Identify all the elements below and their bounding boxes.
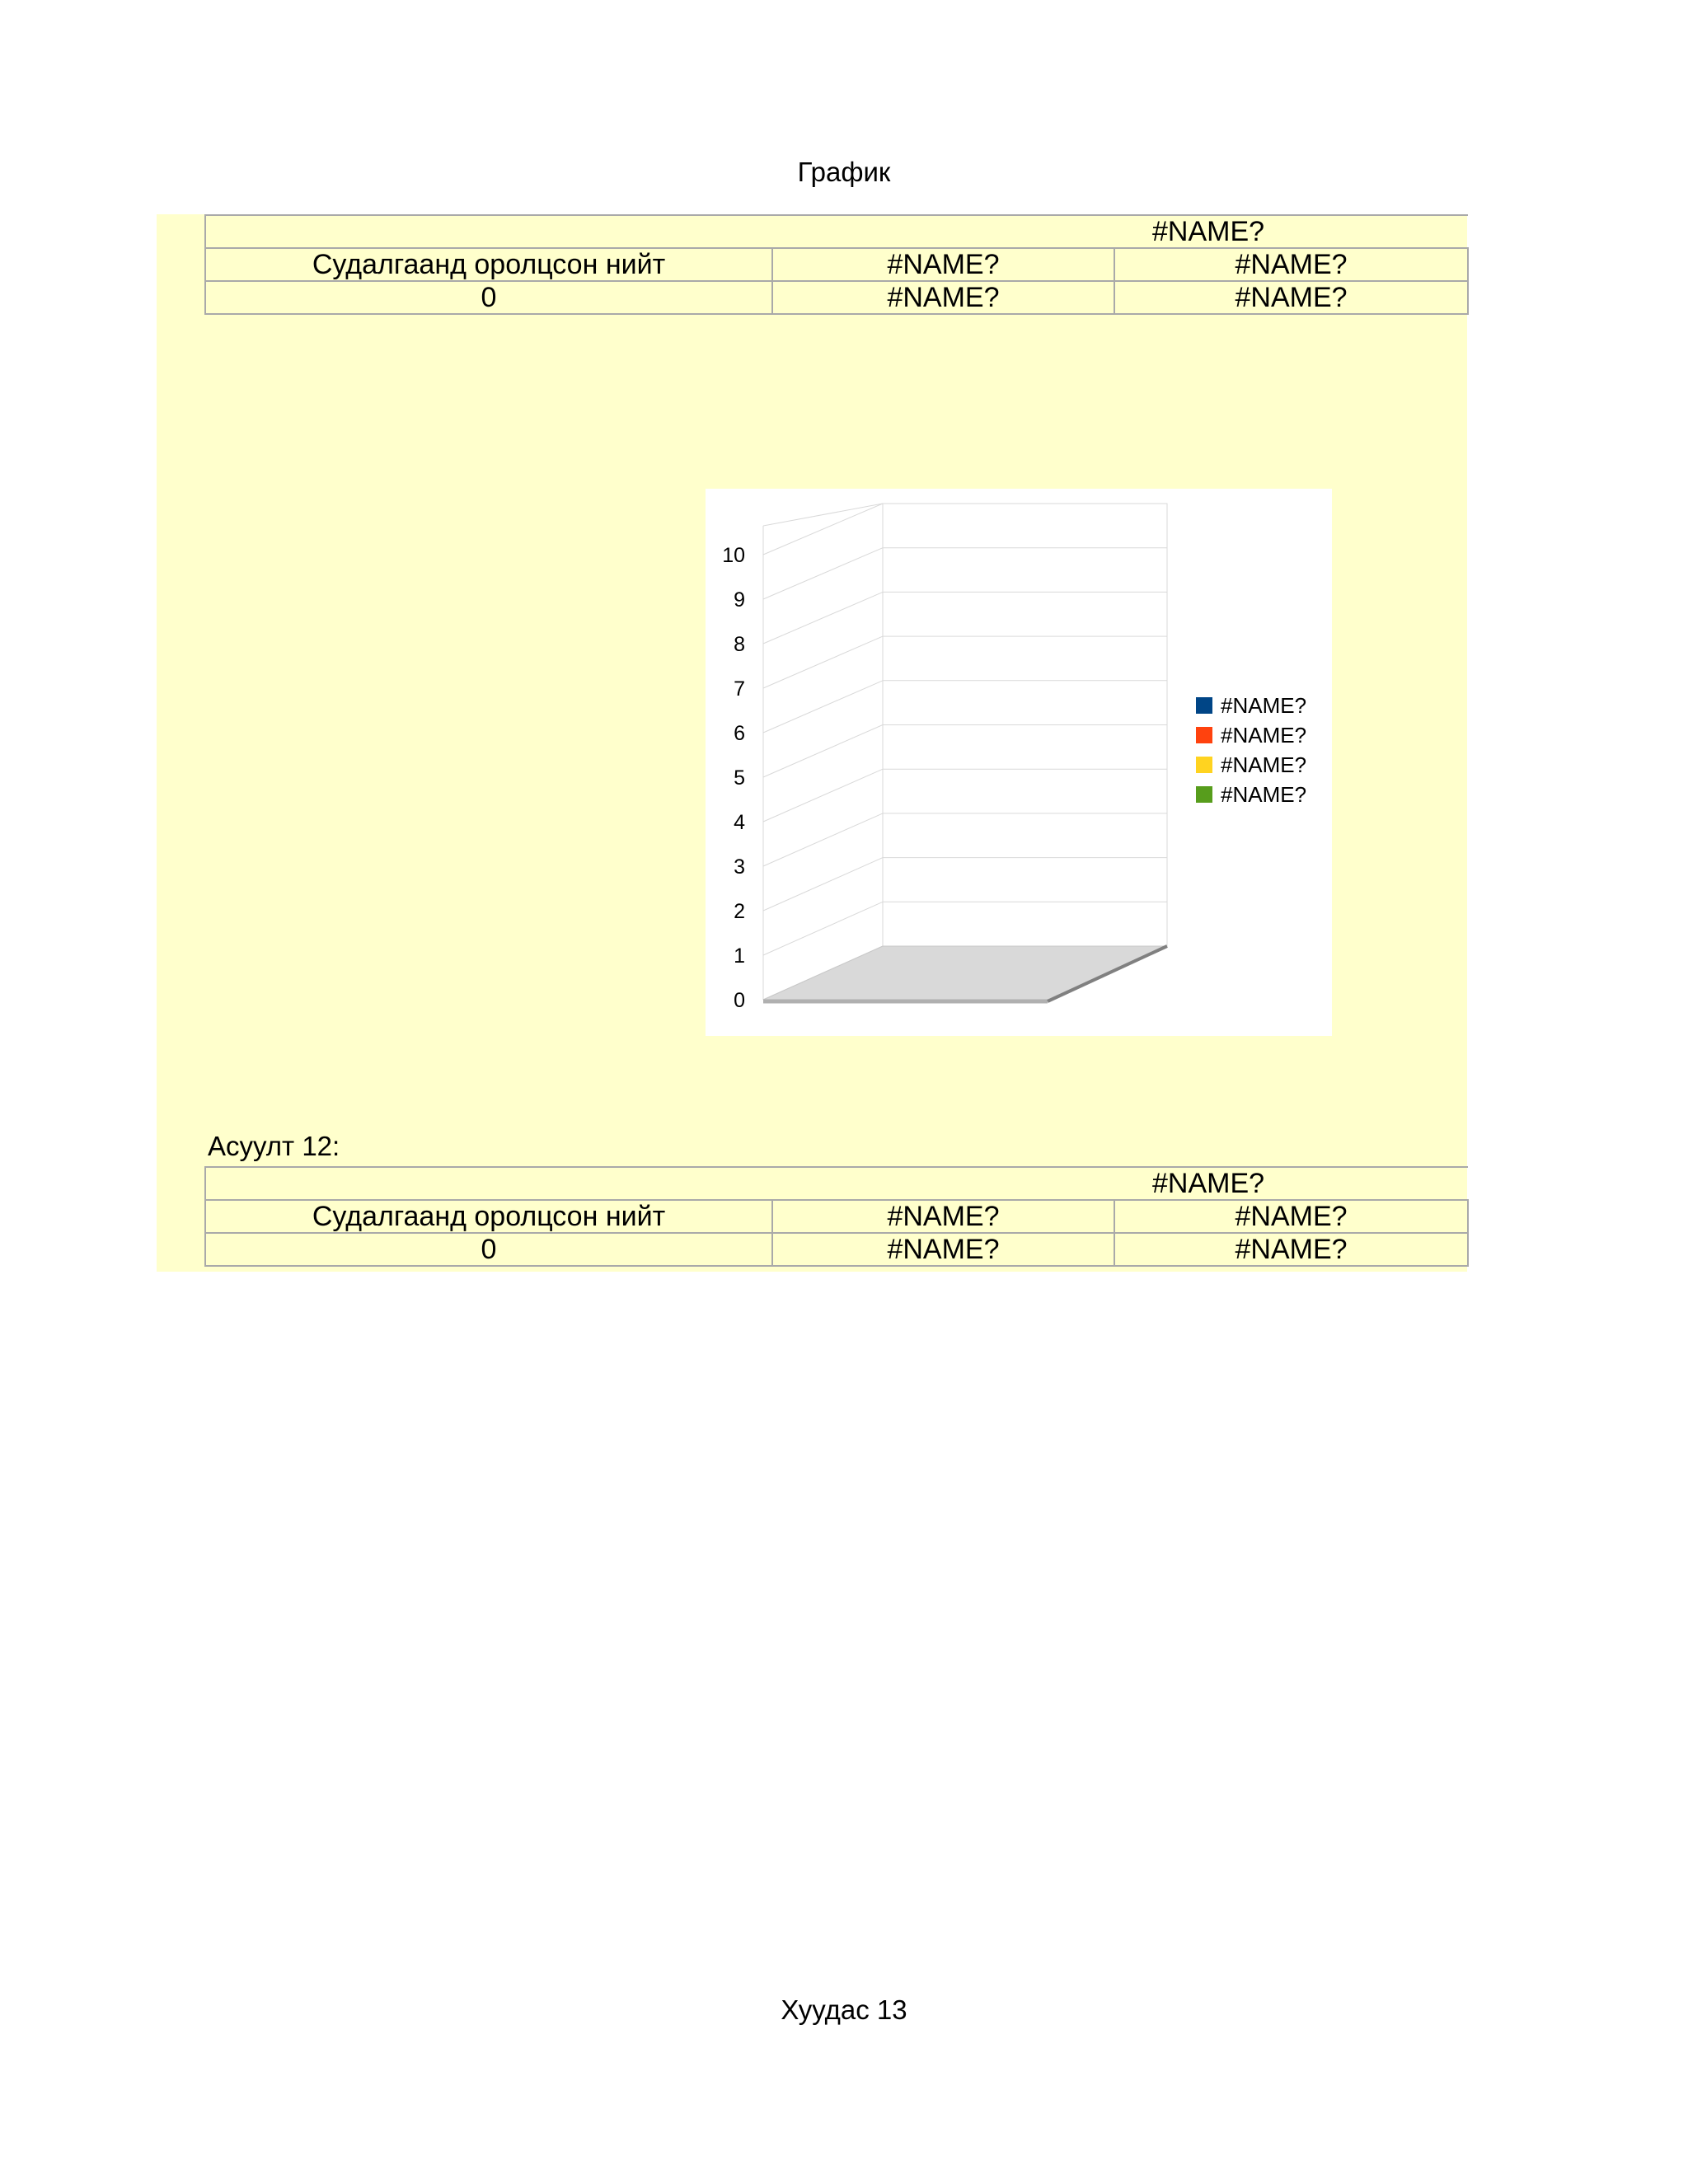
table-cell[interactable]: #NAME? <box>1114 281 1468 314</box>
chart-gridline-side <box>763 592 883 644</box>
y-tick-label: 10 <box>722 544 745 567</box>
results-table-2 <box>204 1166 1469 1267</box>
legend-swatch <box>1196 786 1212 803</box>
results-table-1 <box>204 214 1469 315</box>
table-cell[interactable]: #NAME? <box>1114 1200 1468 1233</box>
legend-label: #NAME? <box>1221 752 1307 777</box>
chart-gridline-side <box>763 636 883 688</box>
page-footer: Хуудас 13 <box>781 1994 907 2025</box>
y-tick-label: 6 <box>734 722 745 745</box>
bar-chart <box>706 489 1332 1036</box>
y-tick-label: 5 <box>734 766 745 790</box>
legend-label: #NAME? <box>1221 722 1307 748</box>
table-cell[interactable]: Судалгаанд оролцсон нийт <box>205 248 772 281</box>
legend-item <box>1196 750 1306 780</box>
y-tick-label: 4 <box>734 811 745 834</box>
chart-gridline-side <box>763 902 883 955</box>
table-cell[interactable]: #NAME? <box>1114 248 1468 281</box>
legend-item <box>1196 780 1306 809</box>
chart-gridline-side <box>763 681 883 733</box>
y-tick-label: 7 <box>734 677 745 701</box>
y-tick-label: 1 <box>734 944 745 968</box>
legend-swatch <box>1196 697 1212 714</box>
table-cell[interactable]: #NAME? <box>772 1233 1114 1266</box>
y-tick-label: 2 <box>734 900 745 923</box>
legend-label: #NAME? <box>1221 781 1307 807</box>
legend-swatch <box>1196 727 1212 743</box>
table-cell[interactable]: Судалгаанд оролцсон нийт <box>205 1200 772 1233</box>
chart-gridline-side <box>763 548 883 599</box>
y-tick-label: 0 <box>734 989 745 1012</box>
chart-side-wall-edge <box>763 504 883 526</box>
chart-gridline-side <box>763 813 883 866</box>
table-cell[interactable]: #NAME? <box>772 281 1114 314</box>
table-cell[interactable]: 0 <box>205 281 772 314</box>
legend-item <box>1196 720 1306 750</box>
table-cell[interactable]: #NAME? <box>1114 1233 1468 1266</box>
y-tick-label: 9 <box>734 588 745 612</box>
table-cell[interactable]: #NAME? <box>772 1200 1114 1233</box>
table-cell[interactable]: #NAME? <box>772 248 1114 281</box>
page-title: График <box>797 157 891 187</box>
legend-label: #NAME? <box>1221 692 1307 718</box>
question-label: Асуулт 12: <box>208 1131 340 1161</box>
y-tick-label: 8 <box>734 633 745 656</box>
legend-item <box>1196 691 1306 720</box>
table-header-cell[interactable]: #NAME? <box>205 1167 1468 1200</box>
table-cell[interactable]: 0 <box>205 1233 772 1266</box>
chart-gridline-side <box>763 858 883 911</box>
legend-swatch <box>1196 757 1212 773</box>
y-tick-label: 3 <box>734 855 745 879</box>
chart-legend <box>1196 691 1306 809</box>
chart-gridline-side <box>763 725 883 778</box>
chart-gridline-side <box>763 769 883 822</box>
table-header-cell[interactable]: #NAME? <box>205 215 1468 248</box>
chart-gridline-side <box>763 504 883 555</box>
